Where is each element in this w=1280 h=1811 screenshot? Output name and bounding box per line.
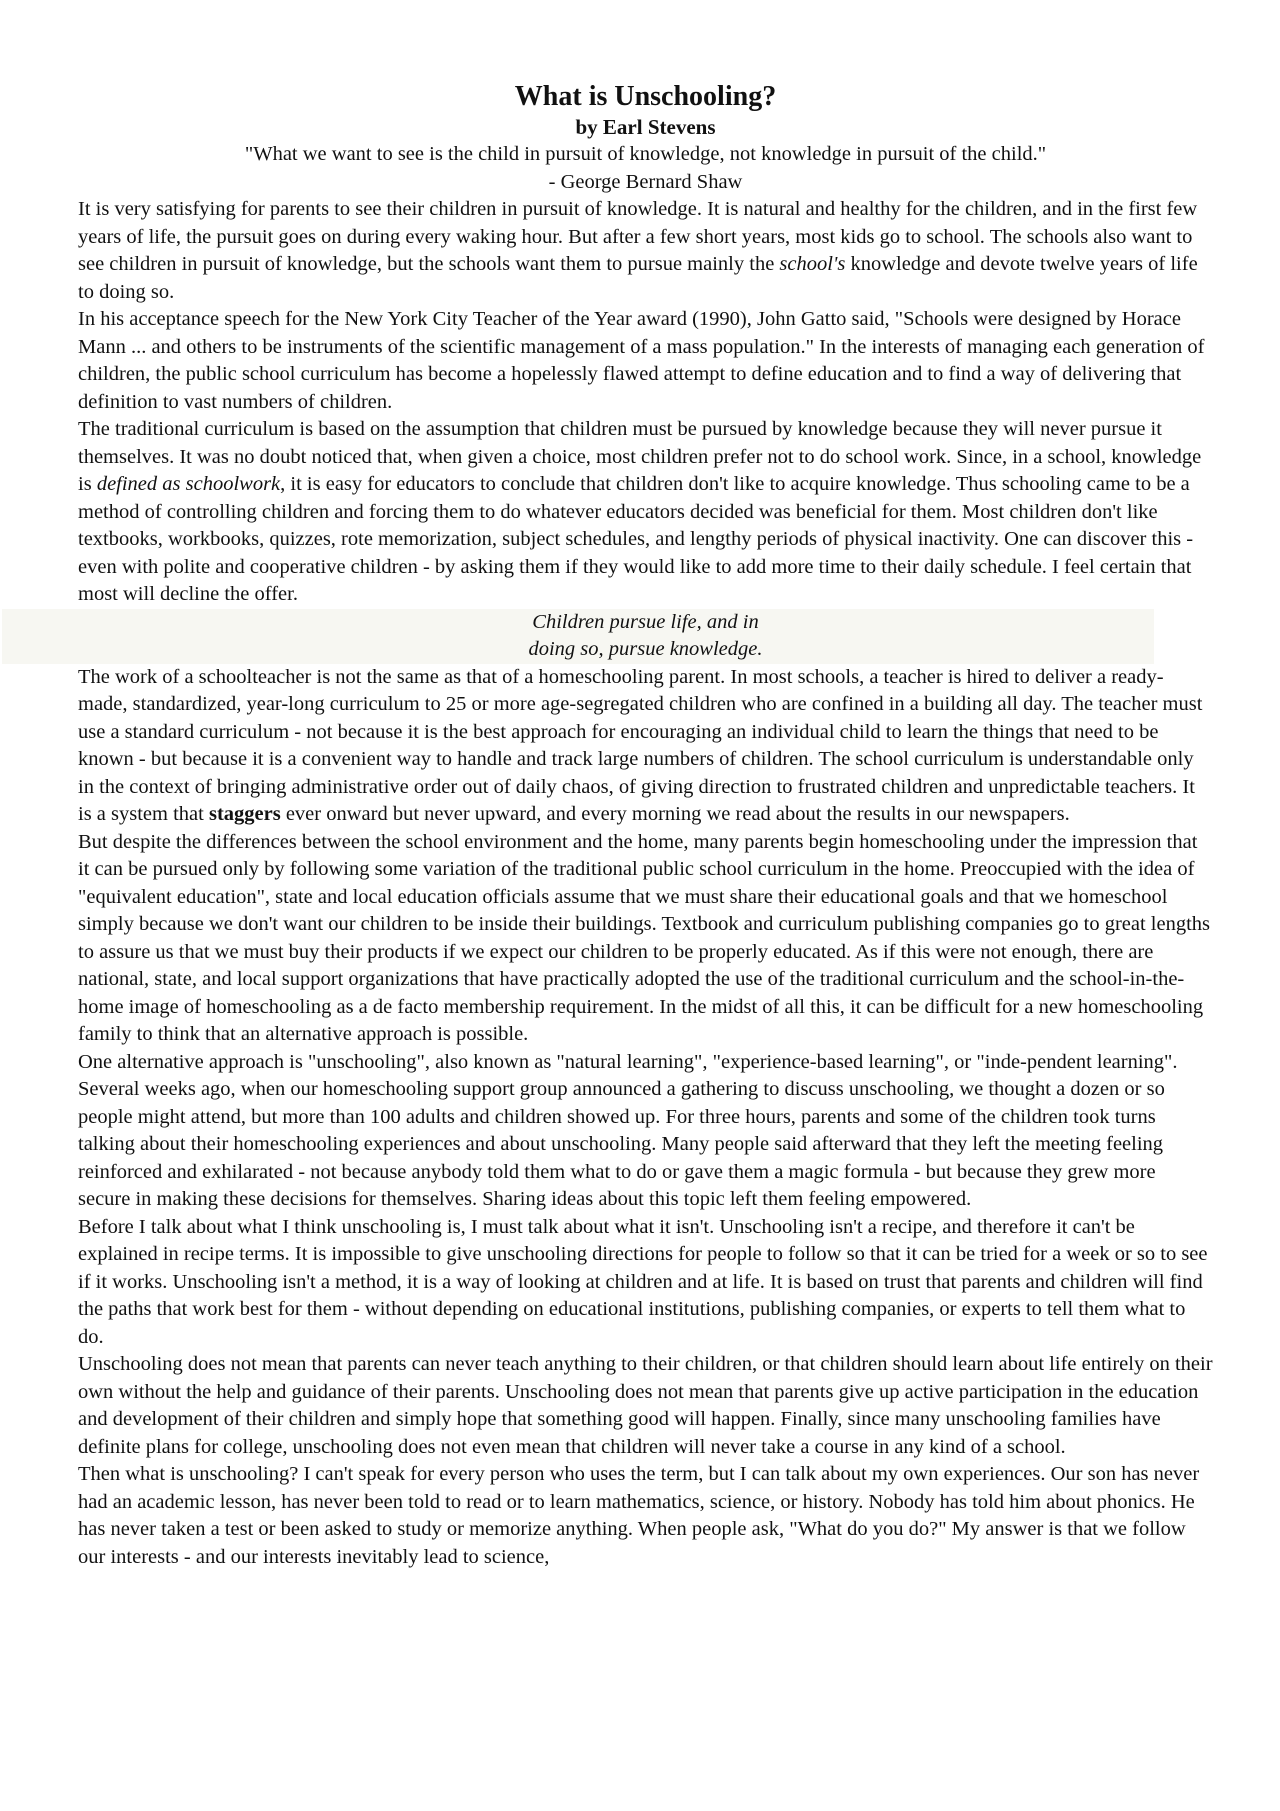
- paragraph-1: [78, 196, 1213, 306]
- paragraph-7: Before I talk about what I think unschooling is, I must talk about what it isn't. Unschooling isn't a recipe, and therefore it can't be explained in recipe terms. It is impossible to give unschooling directions for people to follow so that it can be tried for a week or so to see if it works. Unschooling isn't a method, it is a way of looking at children and at life. It is based on trust that parents and children will find the paths that work best for them - without depending on educational institutions, publishing companies, or experts to tell them what to do.: [78, 1215, 1208, 1348]
- pull-quote-line-1: Children pursue life, and in: [532, 610, 759, 633]
- document-title: What is Unschooling?: [514, 81, 777, 112]
- paragraph-1-emphasis: school's: [779, 253, 846, 275]
- paragraph-1-text-a: It is very satisfying for parents to see their children in pursuit of knowledge. It is natural and healthy for the children, and in the first few years of life, the pursuit goes on during every waking hour. But after a few short years, most kids go to school. The schools also want to see children in pursuit of knowledge, but the schools want them to pursue mainly the: [78, 198, 1198, 275]
- paragraph-2: In his acceptance speech for the New York City Teacher of the Year award (1990), John Gatto said, "Schools were designed by Horace Mann ... and others to be instruments of the scientific management of a mass population." In the interests of managing each generation of children, the public school curriculum has become a hopelessly flawed attempt to define education and to find a way of delivering that definition to vast numbers of children.: [78, 308, 1205, 413]
- paragraph-4-text-a: The work of a schoolteacher is not the same as that of a homeschooling parent. In most schools, a teacher is hired to deliver a ready-made, standardized, year-long curriculum to 25 or more age-segregated children who are confined in a building all day. The teacher must use a standard curriculum - not because it is the best approach for encouraging an individual child to learn the things that need to be known - but because it is a convenient way to handle and track large numbers of children. The school curriculum is understandable only in the context of bringing administrative order out of daily chaos, of giving direction to frustrated children and unpredictable teachers. It is a system that: [78, 665, 1203, 825]
- paragraph-4-text-b: ever onward but never upward, and every morning we read about the results in our newspapers.: [280, 803, 1070, 825]
- paragraph-4: [78, 664, 1213, 829]
- epigraph-author: - George Bernard Shaw: [548, 170, 743, 193]
- paragraph-9: Then what is unschooling? I can't speak for every person who uses the term, but I can talk about my own experiences. Our son has never had an academic lesson, has never been told to read or to learn mathematics, science, or history. Nobody has told him about phonics. He has never taken a test or been asked to study or memorize anything. When people ask, "What do you do?" My answer is that we follow our interests - and our interests inevitably lead to science,: [78, 1463, 1200, 1568]
- paragraph-5: But despite the differences between the school environment and the home, many parents begin homeschooling under the impression that it can be pursued only by following some variation of the traditional public school curriculum in the home. Preoccupied with the idea of "equivalent education", state and local education officials assume that we must share their educational goals and that we homeschool simply because we don't want our children to be inside their buildings. Textbook and curriculum publishing companies go to great lengths to assure us that we must buy their products if we expect our children to be properly educated. As if this were not enough, there are national, state, and local support organizations that have practically adopted the use of the traditional curriculum and the school-in-the-home image of homeschooling as a de facto membership requirement. In the midst of all this, it can be difficult for a new homeschooling family to think that an alternative approach is possible.: [78, 830, 1211, 1045]
- document-page: [78, 80, 1213, 1571]
- pull-quote-line-2: doing so, pursue knowledge.: [528, 638, 763, 660]
- paragraph-1-text-b: knowledge and devote twelve years of life to doing so.: [78, 253, 1198, 303]
- paragraph-6: One alternative approach is "unschooling", also known as "natural learning", "experience-based learning", or "inde-pendent learning". Several weeks ago, when our homeschooling support group announced a gathering to discuss unschooling, we thought a dozen or so people might attend, but more than 100 adults and children showed up. For three hours, parents and some of the children took turns talking about their homeschooling experiences and about unschooling. Many people said afterward that they left the meeting feeling reinforced and exhilarated - not because anybody told them what to do or gave them a magic formula - but because they grew more secure in making these decisions for themselves. Sharing ideas about this topic left them feeling empowered.: [78, 1050, 1178, 1210]
- epigraph-quote: "What we want to see is the child in pursuit of knowledge, not knowledge in pursuit of the child.": [244, 143, 1047, 165]
- paragraph-4-strong: staggers: [208, 803, 281, 825]
- pull-quote-text: [78, 609, 1213, 664]
- paragraph-3: [78, 416, 1213, 609]
- paragraph-3-text-a: The traditional curriculum is based on the assumption that children must be pursued by knowledge because they will never pursue it themselves. It was no doubt noticed that, when given a choice, most children prefer not to do school work. Since, in a school, knowledge is: [78, 418, 1202, 495]
- paragraph-3-emphasis: defined as schoolwork: [96, 473, 281, 495]
- paragraph-3-text-b: , it is easy for educators to conclude that children don't like to acquire knowledge. Thus schooling came to be a method of controlling children and forcing them to do whatever educators decided was beneficial for them. Most children don't like textbooks, workbooks, quizzes, rote memorization, subject schedules, and lengthy periods of physical inactivity. One can discover this - even with polite and cooperative children - by asking them if they would like to add more time to their daily schedule. I feel certain that most will decline the offer.: [78, 473, 1194, 605]
- author-byline: by Earl Stevens: [575, 115, 716, 139]
- paragraph-8: Unschooling does not mean that parents can never teach anything to their children, or that children should learn about life entirely on their own without the help and guidance of their parents. Unschooling does not mean that parents give up active participation in the education and development of their children and simply hope that something good will happen. Finally, since many unschooling families have definite plans for college, unschooling does not even mean that children will never take a course in any kind of a school.: [78, 1353, 1213, 1458]
- pull-quote: [78, 609, 1213, 664]
